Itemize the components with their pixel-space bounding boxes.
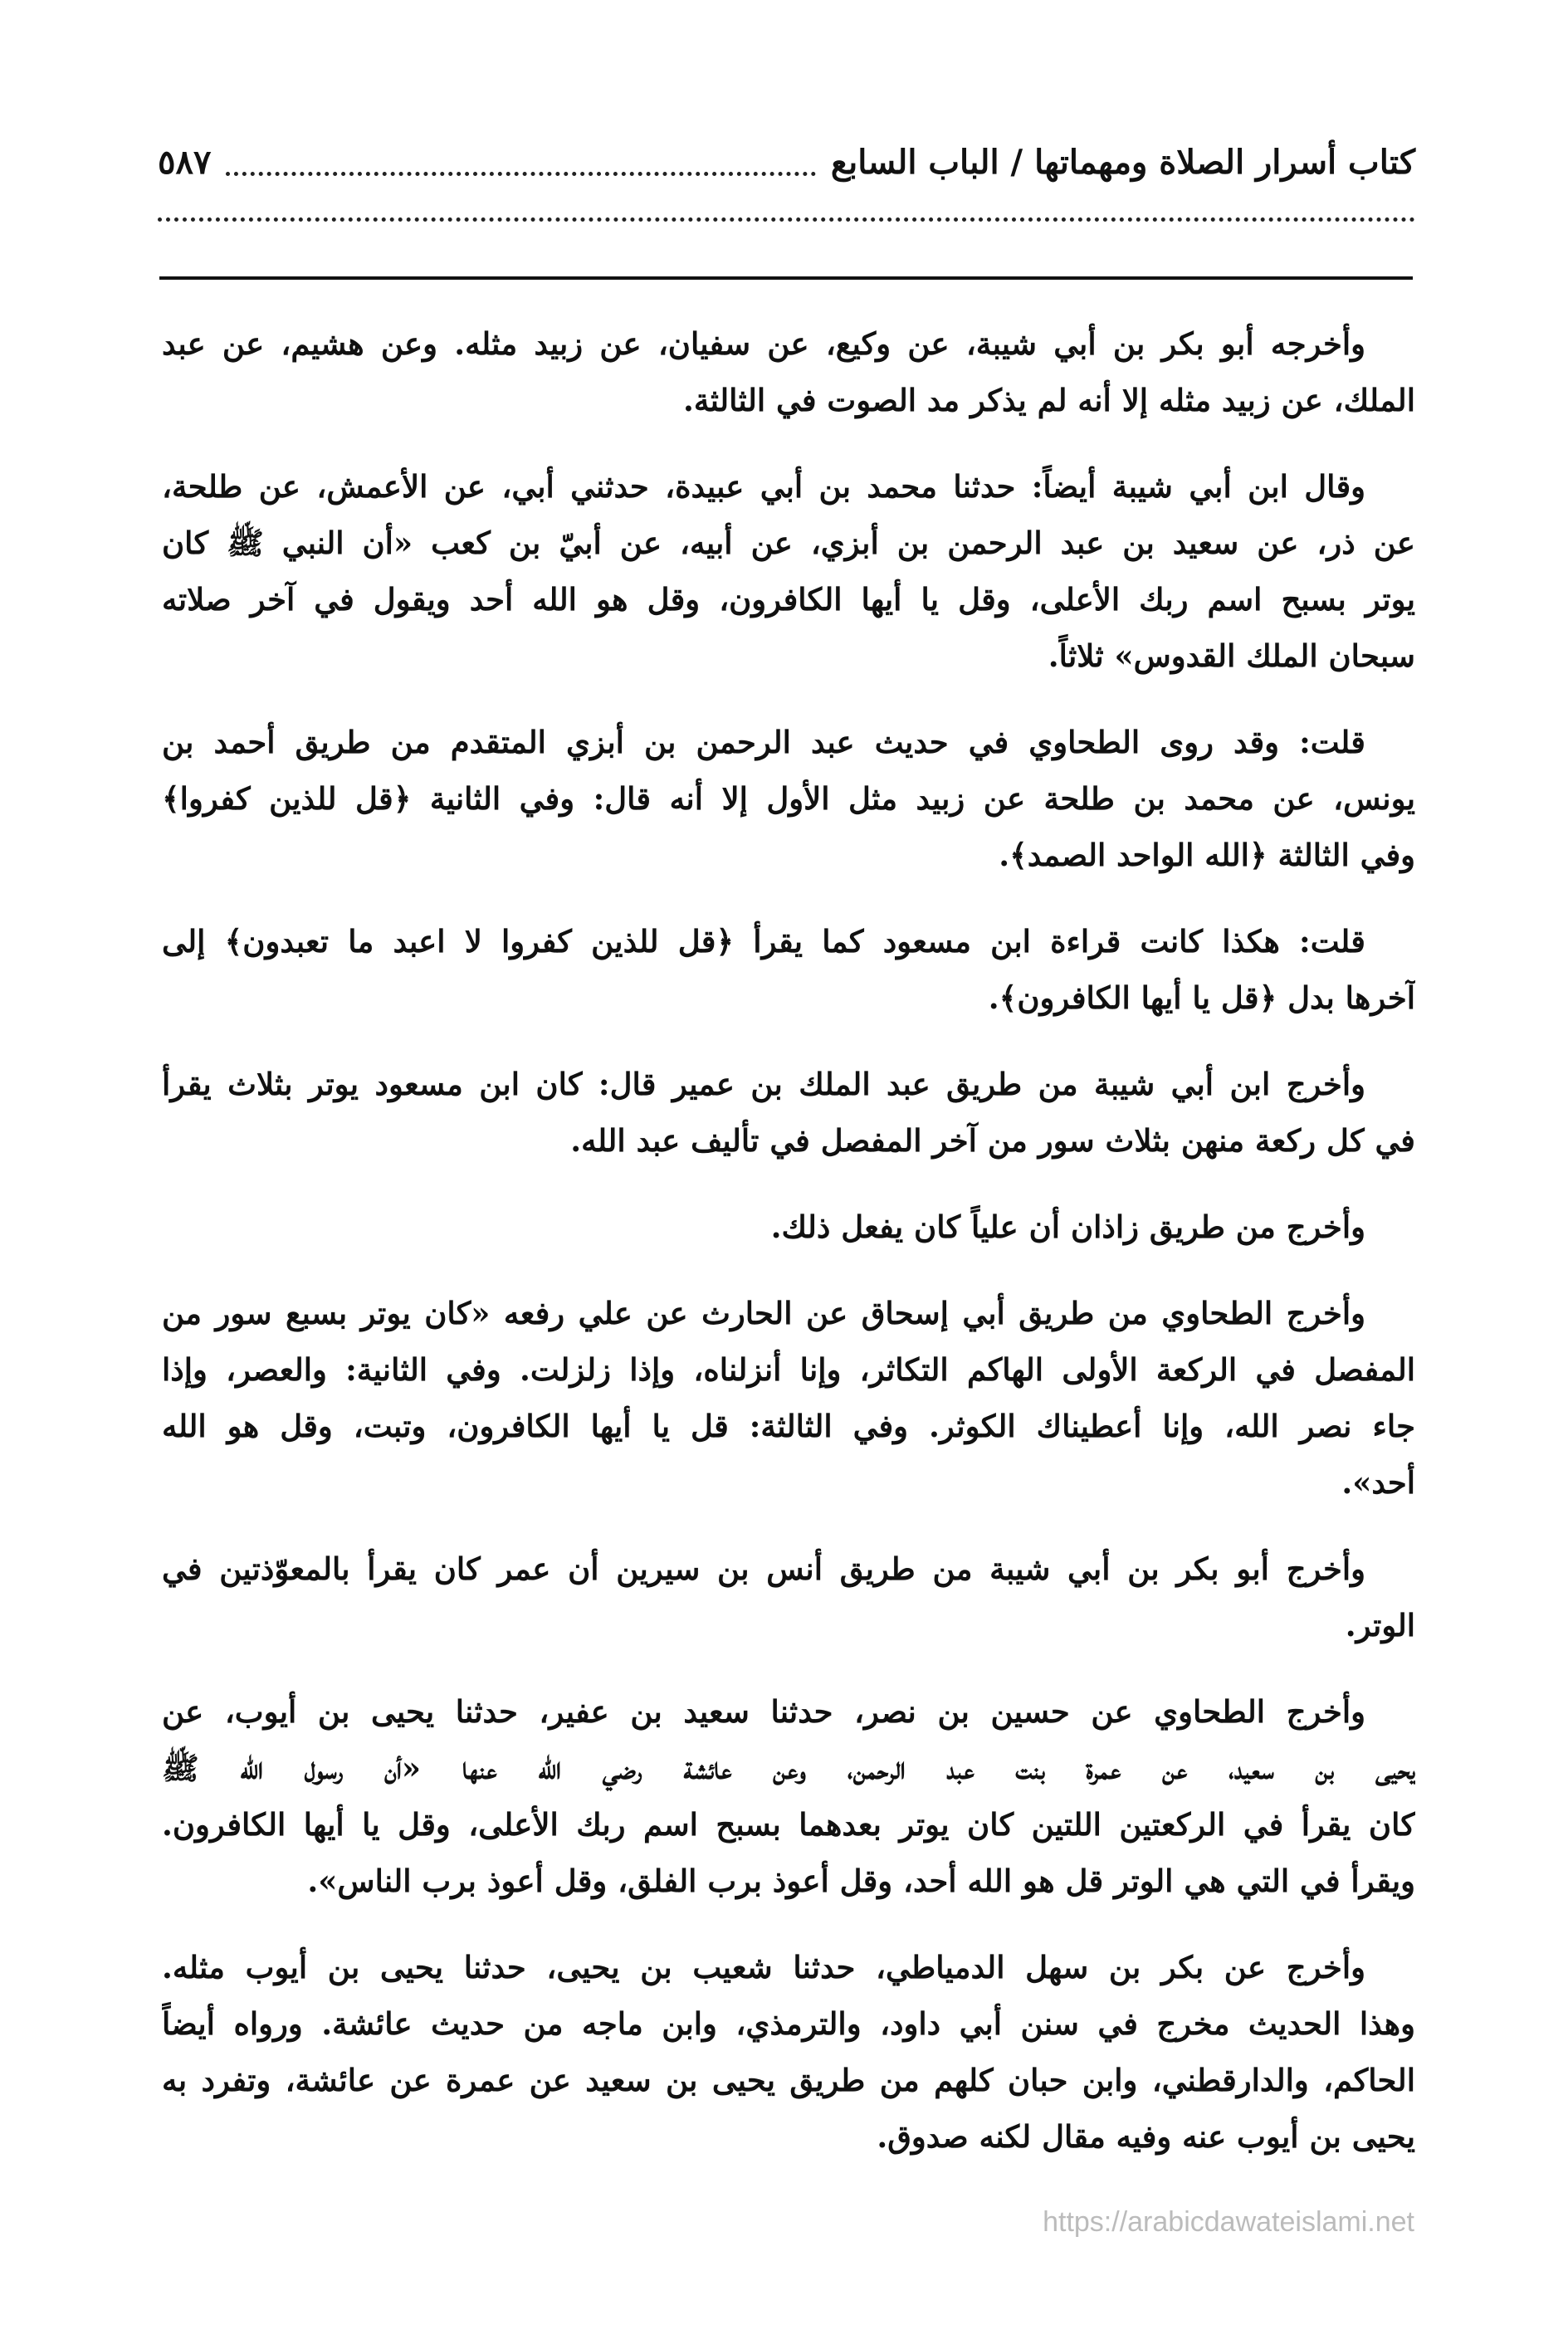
text-line: عن ذر، عن سعيد بن عبد الرحمن بن أبزي، عن أبيه، عن أبيّ بن كعب «أن النبي ﷺ كان xyxy=(162,525,1415,561)
text-line: يحيى بن سعيد، عن عمرة بنت عبد الرحمن، وعن عائشة رضي الله عنها «أن رسول الله ﷺ xyxy=(162,1750,1415,1786)
text-line: آخرها بدل ﴿قل يا أيها الكافرون﴾. xyxy=(988,979,1415,1016)
watermark: https://arabicdawateislami.net xyxy=(1043,2206,1414,2238)
text-line: وفي الثالثة ﴿الله الواحد الصمد﴾. xyxy=(999,837,1415,873)
text-line: وأخرج ابن أبي شيبة من طريق عبد الملك بن عمير قال: كان ابن مسعود يوتر بثلاث يقرأ xyxy=(162,1066,1365,1102)
text-line: قلت: وقد روى الطحاوي في حديث عبد الرحمن بن أبزي المتقدم من طريق أحمد بن xyxy=(162,724,1365,760)
text-line: الحاكم، والدارقطني، وابن حبان كلهم من طريق يحيى بن سعيد عن عمرة عن عائشة، وتفرد به xyxy=(162,2062,1415,2098)
text-line: وأخرجه أبو بكر بن أبي شيبة، عن وكيع، عن سفيان، عن زبيد مثله. وعن هشيم، عن عبد xyxy=(162,325,1365,362)
text-line: وهذا الحديث مخرج في سنن أبي داود، والترمذي، وابن ماجه من حديث عائشة. ورواه أيضاً xyxy=(162,2005,1415,2042)
text-line: في كل ركعة منهن بثلاث سور من آخر المفصل في تأليف عبد الله. xyxy=(570,1122,1415,1159)
text-line: وأخرج أبو بكر بن أبي شيبة من طريق أنس بن سيرين أن عمر كان يقرأ بالمعوّذتين في xyxy=(162,1550,1365,1587)
text-line: يونس، عن محمد بن طلحة عن زبيد مثل الأول إلا أنه قال: وفي الثانية ﴿قل للذين كفروا﴾ xyxy=(162,780,1415,817)
text-line: ويقرأ في التي هي الوتر قل هو الله أحد، وقل أعوذ برب الفلق، وقل أعوذ برب الناس». xyxy=(307,1863,1415,1899)
header-rule xyxy=(159,276,1413,280)
text-line: وأخرج الطحاوي عن حسين بن نصر، حدثنا سعيد بن عفير، حدثنا يحيى بن أيوب، عن xyxy=(162,1693,1365,1730)
text-line: وأخرج عن بكر بن سهل الدمياطي، حدثنا شعيب بن يحيى، حدثنا يحيى بن أيوب مثله. xyxy=(162,1949,1365,1985)
text-line: وأخرج من طريق زاذان أن علياً كان يفعل ذلك. xyxy=(770,1209,1365,1245)
header-title: كتاب أسرار الصلاة ومهماتها / الباب السابع xyxy=(830,142,1415,182)
text-line: الملك، عن زبيد مثله إلا أنه لم يذكر مد الصوت في الثالثة. xyxy=(682,382,1415,418)
text-line: جاء نصر الله، وإنا أعطيناك الكوثر. وفي الثالثة: قل يا أيها الكافرون، وتبت، وقل هو الله xyxy=(162,1408,1415,1444)
paragraph xyxy=(162,458,1415,684)
text-line: أحد». xyxy=(1341,1464,1415,1501)
running-header xyxy=(158,133,1415,191)
page-body xyxy=(162,315,1415,2195)
paragraph xyxy=(162,1683,1415,1909)
paragraph xyxy=(162,1199,1415,1255)
text-line: قلت: هكذا كانت قراءة ابن مسعود كما يقرأ ﴿قل للذين كفروا لا اعبد ما تعبدون﴾ إلى xyxy=(162,923,1365,960)
paragraph xyxy=(162,913,1415,1026)
paragraph xyxy=(162,1285,1415,1511)
paragraph xyxy=(162,315,1415,428)
dotted-divider xyxy=(158,217,1415,222)
paragraph xyxy=(162,1056,1415,1169)
text-line: يحيى بن أيوب عنه وفيه مقال لكنه صدوق. xyxy=(877,2118,1415,2155)
text-line: كان يقرأ في الركعتين اللتين كان يوتر بعدهما بسبح اسم ربك الأعلى، وقل يا أيها الكافرون. xyxy=(162,1806,1415,1843)
paragraph xyxy=(162,1939,1415,2165)
page-number: ٥٨٧ xyxy=(158,142,212,182)
text-line: سبحان الملك القدوس» ثلاثاً. xyxy=(1048,637,1415,674)
header-dot-leader xyxy=(226,172,815,176)
paragraph xyxy=(162,1541,1415,1653)
paragraph xyxy=(162,714,1415,883)
text-line: يوتر بسبح اسم ربك الأعلى، وقل يا أيها الكافرون، وقل هو الله أحد ويقول في آخر صلاته xyxy=(162,581,1415,618)
text-line: المفصل في الركعة الأولى الهاكم التكاثر، وإنا أنزلناه، وإذا زلزلت. وفي الثانية: والعصر، وإذا xyxy=(162,1351,1415,1388)
text-line: وقال ابن أبي شيبة أيضاً: حدثنا محمد بن أبي عبيدة، حدثني أبي، عن الأعمش، عن طلحة، xyxy=(162,468,1365,505)
text-line: وأخرج الطحاوي من طريق أبي إسحاق عن الحارث عن علي رفعه «كان يوتر بسبع سور من xyxy=(162,1295,1365,1331)
text-line: الوتر. xyxy=(1345,1607,1415,1643)
